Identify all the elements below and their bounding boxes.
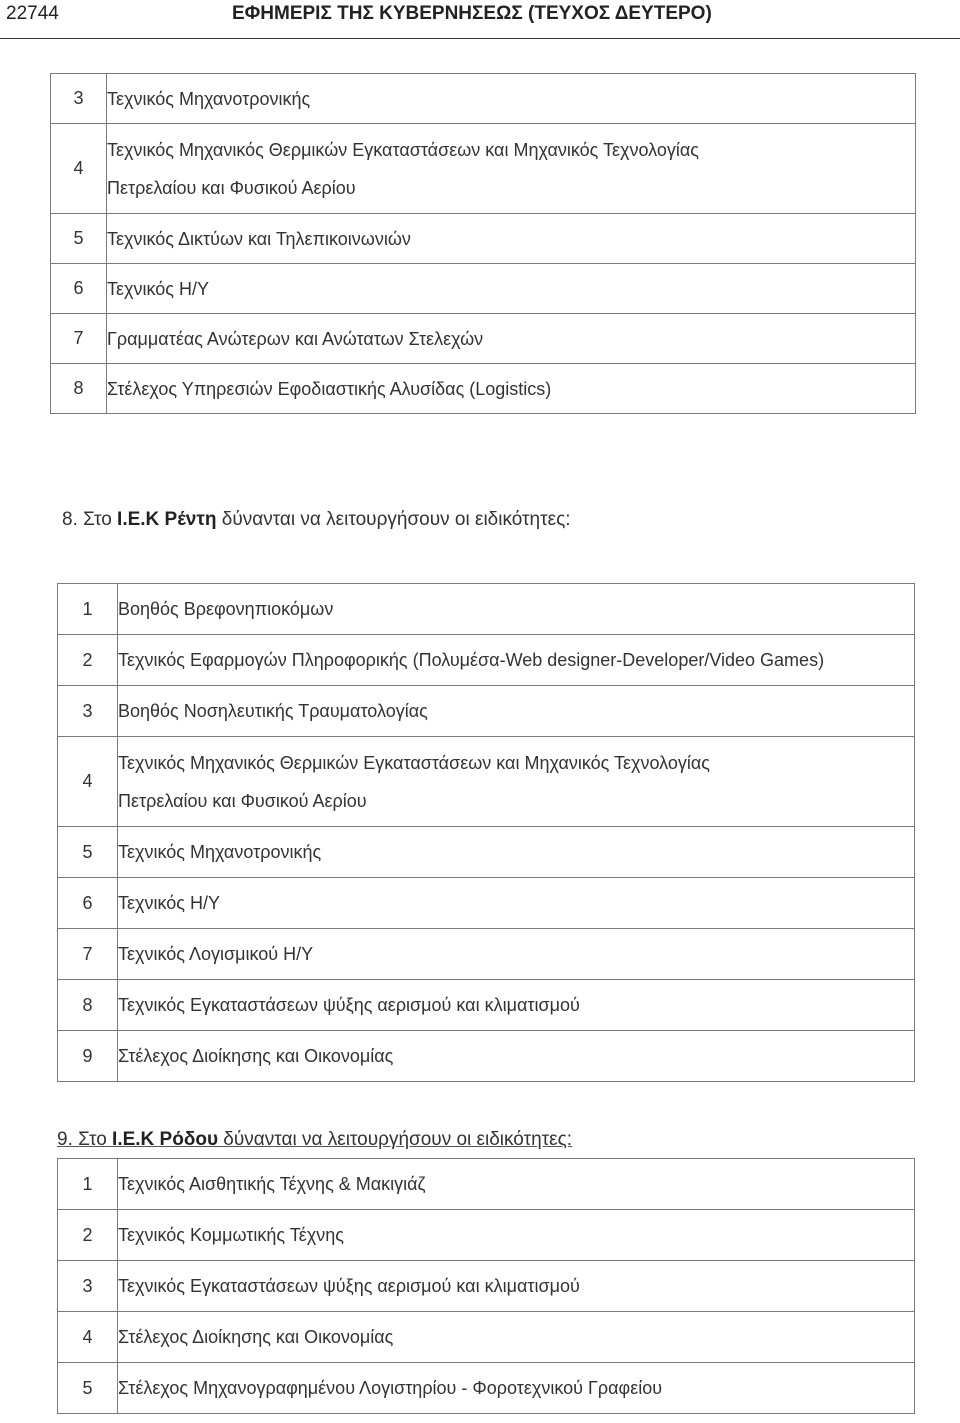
table-row [58,878,915,929]
specialty-line: Βοηθός Νοσηλευτικής Τραυματολογίας [118,701,428,721]
table-row [58,1363,915,1414]
specialty-line: Στέλεχος Διοίκησης και Οικονομίας [118,1046,394,1066]
specialty-line: Τεχνικός Μηχανοτρονικής [118,842,322,862]
table-row [58,1159,915,1210]
specialty-name [118,1261,915,1312]
specialty-line: Τεχνικός Μηχανοτρονικής [107,88,311,109]
specialty-name [118,1312,915,1363]
row-number: 5 [58,827,118,878]
specialty-name [118,929,915,980]
specialty-line: Τεχνικός Εγκαταστάσεων ψύξης αερισμού και κλιματισμού [118,995,580,1015]
table-row [58,827,915,878]
row-number: 1 [58,1159,118,1210]
table-row [58,980,915,1031]
specialty-line: Τεχνικός Εφαρμογών Πληροφορικής (Πολυμέσα-Web designer-Developer/Video Games) [118,650,825,670]
specialty-name [118,1210,915,1261]
specialty-line: Στέλεχος Διοίκησης και Οικονομίας [118,1327,394,1347]
specialty-name [107,74,916,124]
specialty-line: Βοηθός Βρεφονηπιοκόμων [118,599,334,619]
specialties-table-renti [57,583,915,1082]
table-row [58,1261,915,1312]
specialty-name [107,364,916,414]
specialty-name [118,980,915,1031]
specialty-line: Πετρελαίου και Φυσικού Αερίου [107,177,356,198]
specialty-name [118,1159,915,1210]
row-number: 7 [51,314,107,364]
specialty-name [118,1031,915,1082]
table-row [58,1031,915,1082]
institute-name: Ι.Ε.Κ Ρέντη [117,509,217,530]
table-row [51,364,916,414]
row-number: 3 [58,686,118,737]
specialty-line: Τεχνικός Αισθητικής Τέχνης & Μακιγιάζ [118,1174,426,1194]
row-number: 6 [51,264,107,314]
specialty-line: Τεχνικός Κομμωτικής Τέχνης [118,1225,344,1245]
row-number: 3 [51,74,107,124]
table-row [51,74,916,124]
specialties-table-rhodes [57,1158,915,1414]
specialty-name [107,314,916,364]
specialty-line: Στέλεχος Υπηρεσιών Εφοδιαστικής Αλυσίδας (Logistics) [107,378,552,399]
specialty-line: Πετρελαίου και Φυσικού Αερίου [118,790,367,811]
row-number: 2 [58,1210,118,1261]
specialty-name [107,264,916,314]
specialty-name [118,1363,915,1414]
specialty-name [118,737,915,827]
specialties-table-continued [50,73,916,414]
specialty-name [118,686,915,737]
specialty-line: Τεχνικός Δικτύων και Τηλεπικοινωνιών [107,228,411,249]
table-row [58,1312,915,1363]
page-header [0,0,960,39]
table-row [58,584,915,635]
specialty-line: Τεχνικός Μηχανικός Θερμικών Εγκαταστάσεων και Μηχανικός Τεχνολογίας [107,139,699,160]
table-row [51,314,916,364]
specialty-name [118,827,915,878]
section-9-heading: 9. Στο Ι.Ε.Κ Ρόδου δύνανται να λειτουργήσουν οι ειδικότητες: [57,1129,573,1150]
institute-name: Ι.Ε.Κ Ρόδου [112,1129,219,1150]
page-number: 22744 [6,3,59,24]
row-number: 8 [58,980,118,1031]
row-number: 5 [58,1363,118,1414]
table-row [51,124,916,214]
specialty-name [118,635,915,686]
section-8-heading: 8. Στο Ι.Ε.Κ Ρέντη δύνανται να λειτουργήσουν οι ειδικότητες: [62,509,571,530]
specialty-name [118,584,915,635]
table-row [58,737,915,827]
table-row [58,635,915,686]
row-number: 4 [51,124,107,214]
specialty-line: Τεχνικός Λογισμικού Η/Υ [118,944,314,964]
specialty-line: Τεχνικός Εγκαταστάσεων ψύξης αερισμού και κλιματισμού [118,1276,580,1296]
specialty-name [118,878,915,929]
row-number: 4 [58,737,118,827]
row-number: 8 [51,364,107,414]
table-row [51,214,916,264]
specialty-line: Τεχνικός Μηχανικός Θερμικών Εγκαταστάσεων και Μηχανικός Τεχνολογίας [118,752,710,773]
specialty-line: Τεχνικός Η/Υ [107,278,209,299]
row-number: 7 [58,929,118,980]
specialty-name [107,214,916,264]
row-number: 2 [58,635,118,686]
row-number: 1 [58,584,118,635]
gazette-title: ΕΦΗΜΕΡΙΣ ΤΗΣ ΚΥΒΕΡΝΗΣΕΩΣ (ΤΕΥΧΟΣ ΔΕΥΤΕΡΟ) [232,3,712,24]
table-row [58,1210,915,1261]
row-number: 5 [51,214,107,264]
row-number: 3 [58,1261,118,1312]
row-number: 6 [58,878,118,929]
row-number: 9 [58,1031,118,1082]
row-number: 4 [58,1312,118,1363]
table-row [58,929,915,980]
specialty-line: Γραμματέας Ανώτερων και Ανώτατων Στελεχών [107,328,484,349]
table-row [58,686,915,737]
table-row [51,264,916,314]
specialty-line: Τεχνικός Η/Υ [118,893,220,913]
specialty-line: Στέλεχος Μηχανογραφημένου Λογιστηρίου - Φοροτεχνικού Γραφείου [118,1378,663,1398]
specialty-name [107,124,916,214]
